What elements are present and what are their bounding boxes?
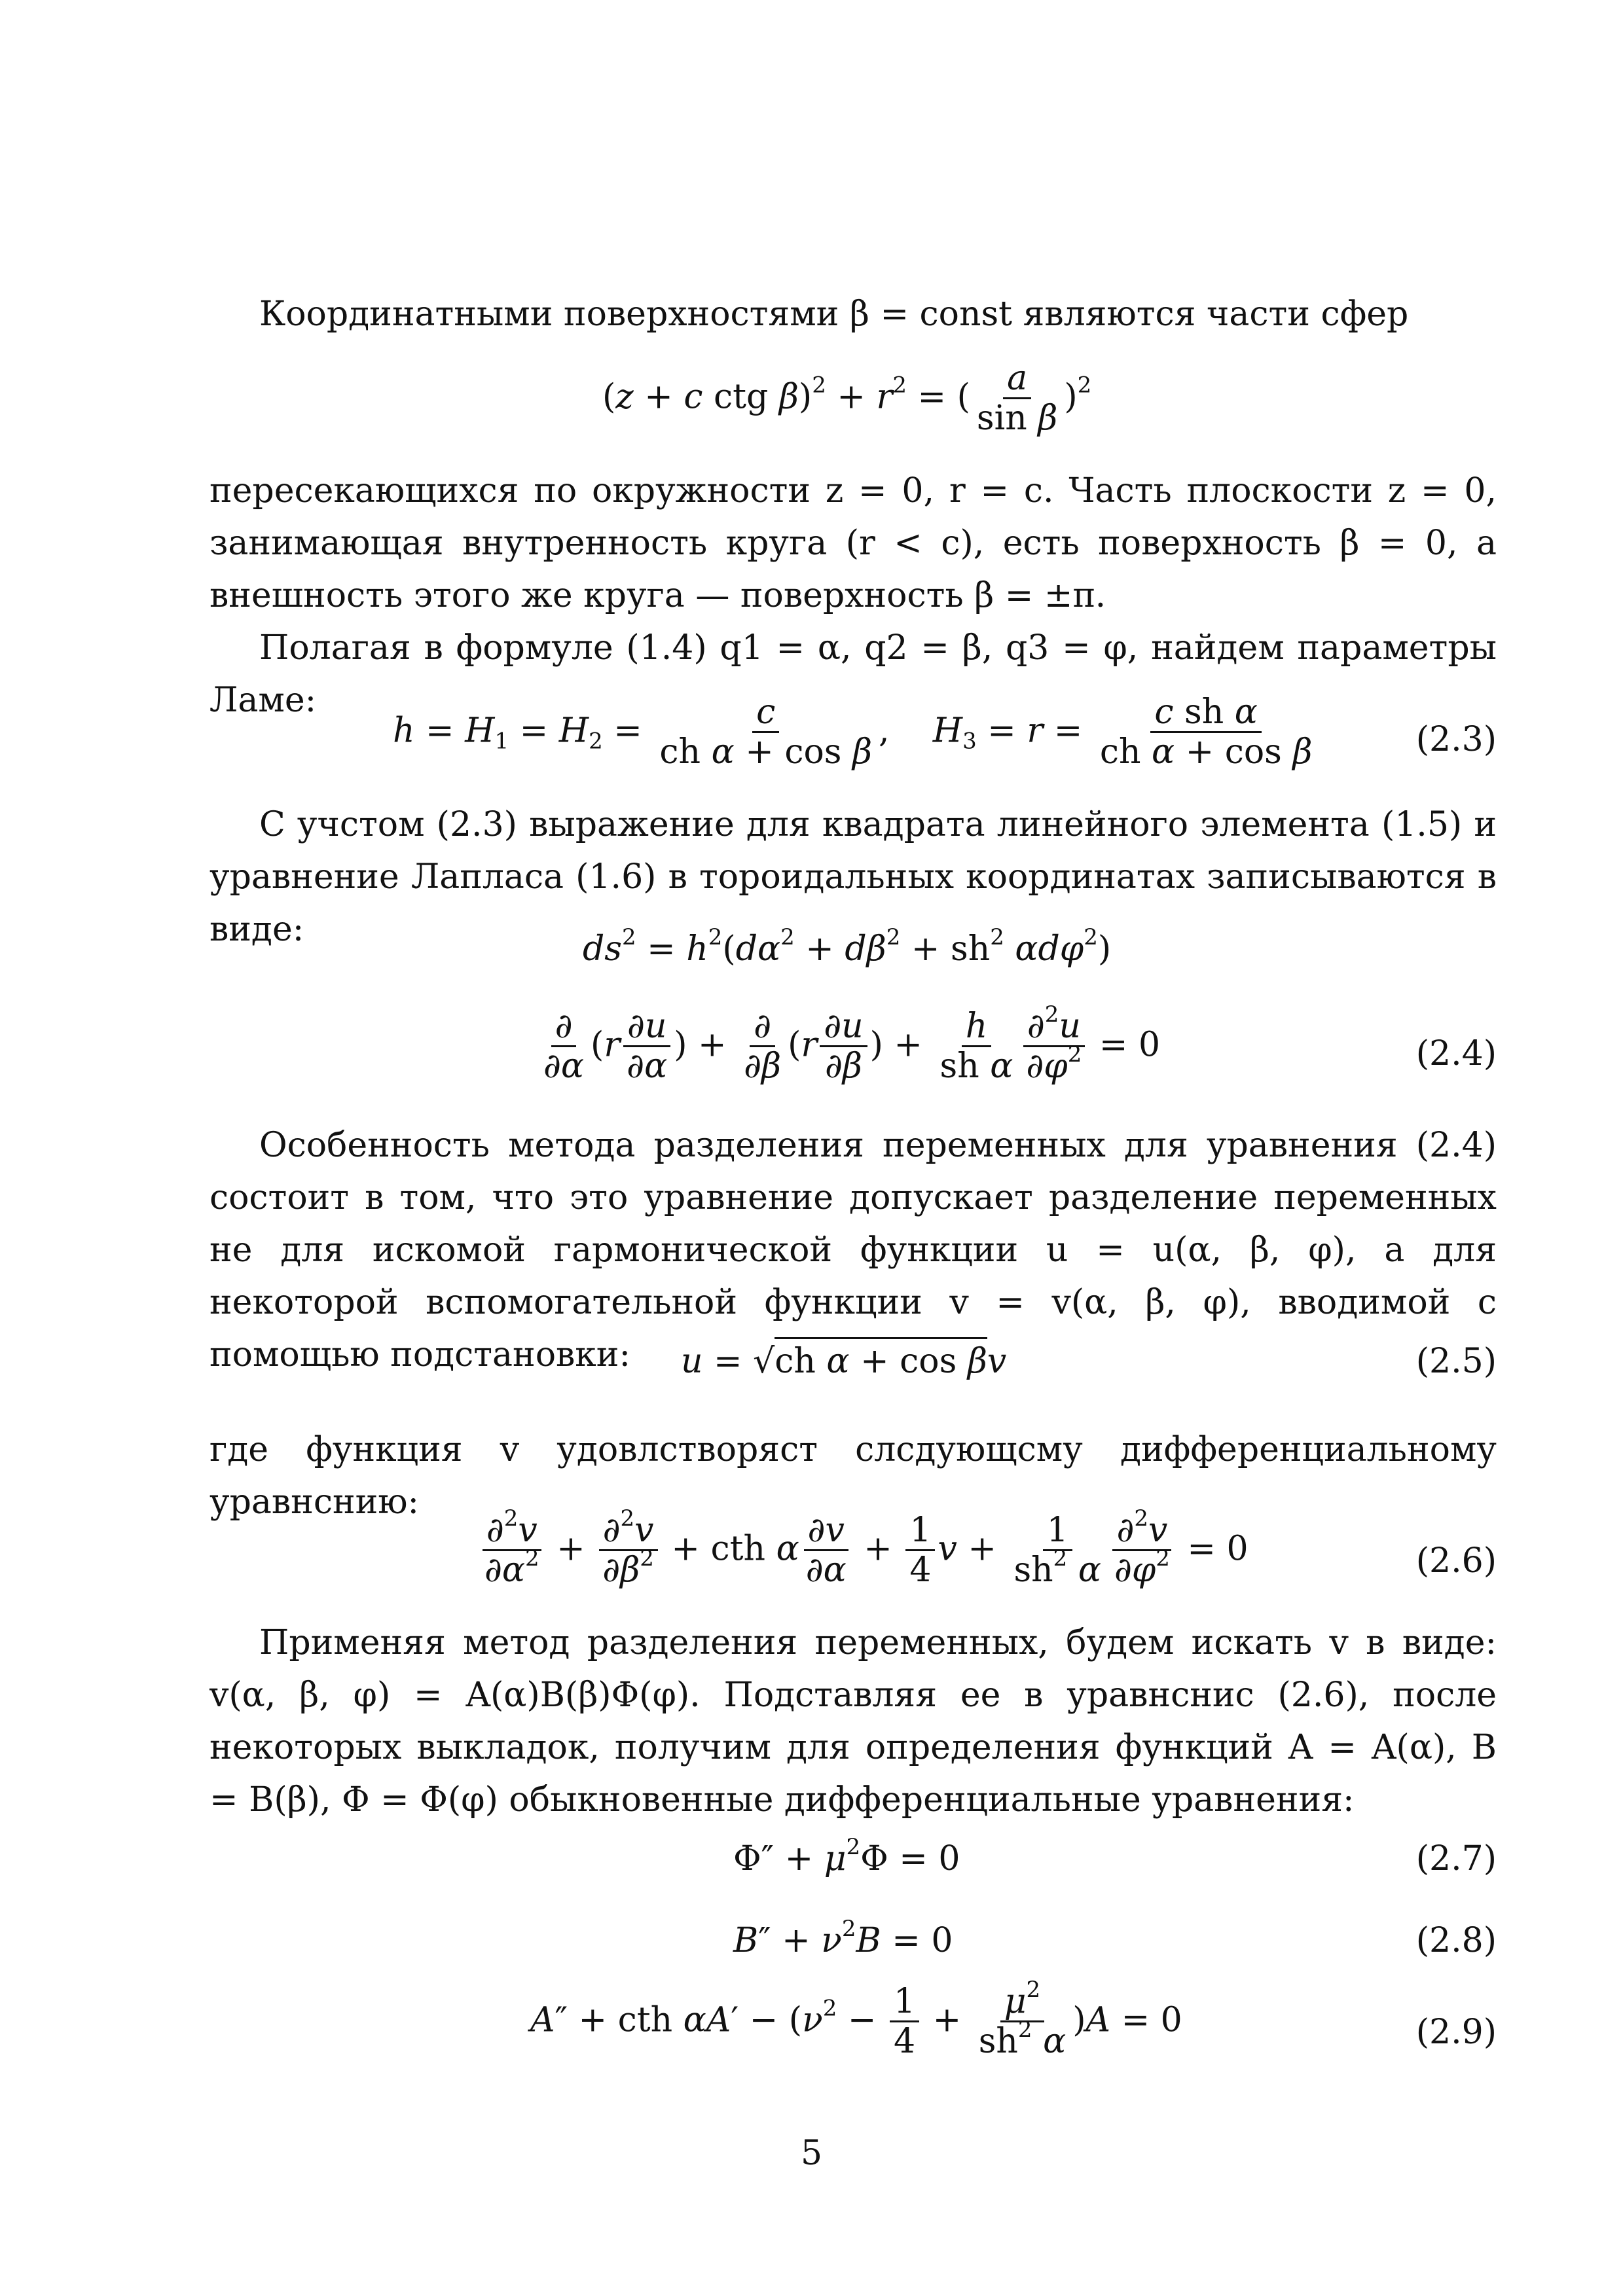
paragraph-5: Особенность метода разделения переменных для уравнения (2.4) состоит в том, что это уравнение допускает разделение переменных не для искомой гармонической функции u = u(α, β, φ), а для некоторой вспомогательной функции v = v(α, β, φ), вводимой с помощью подстановки: (210, 1126, 1497, 1374)
equation-number-2-4: (2.4) (1415, 1034, 1497, 1073)
paragraph-7: Применяя метод разделения переменных, будем искать v в виде: v(α, β, φ) = A(α)B(β)Φ(φ). Подставляя ее в уравнснис (2.6), после некоторых выкладок, получим для определения функций A = A(α), B = B(β), Φ = Φ(φ) обыкновенные дифференциальные уравнения: (210, 1623, 1497, 1820)
equation-number-2-8: (2.8) (1415, 1921, 1497, 1960)
equation-number-2-3: (2.3) (1415, 720, 1497, 759)
paragraph-6: где функция v удовлстворяст слсдующсму дифференциальному уравнснию: (210, 1430, 1497, 1522)
equation-2-3: $h = H_1 = H_2$ = $\frac{c}{\text{ch α + cos β}}$ , $H_3 = r$ = $\frac{\text{c sh α}}{\text{ch α + cos β}}$ (2.3) (393, 692, 1497, 772)
equation-2-6: $\frac{\partial^2v}{\partial\alpha^2}$ + $\frac{\partial^2v}{\partial\beta^2}$ + cth α $\frac{\partial v}{\partial\alpha}$ + $\frac{1}{4}$ v + $\frac{1}{sh^2 \alpha}$ $\frac{\partial^2v}{\partial\varphi^2}$ = 0 (2.6) (210, 1512, 1497, 1610)
equation-2-8: $B'' + \nu^2B = 0$ (2.8) (733, 1916, 1497, 1960)
text-block-6 (210, 1617, 1497, 1826)
equation-ds: $ds^2 = h^2(d\alpha^2 + d\beta^2 + sh^2$ αdφ$^2$) (583, 924, 1112, 969)
equation-2-9: A″ + cth $\alpha A' - (\nu^2$ − $\frac{1}{4}$ + $\frac{\mu^2}{sh^2 \alpha}$ )A = 0 (2.9) (530, 1977, 1497, 2062)
equation-number-2-9: (2.9) (1415, 2013, 1497, 2052)
paragraph-2: пересекающихся по окружности z = 0, r = c. Часть плоскости z = 0, занимающая внутренность круга (r < c), есть поверхность β = 0, а внешность этого же круга — поверхность β = ±π. (210, 471, 1497, 615)
page-number: 5 (800, 2134, 823, 2173)
equation-number-2-5: (2.5) (1415, 1342, 1497, 1381)
text-block-2 (210, 465, 1497, 726)
paragraph-3: Полагая в формуле (1.4) q1 = α, q2 = β, q3 = φ, найдем параметры Ламе: (210, 628, 1497, 720)
text-block-1 (210, 288, 1497, 340)
equation-2-4: $\frac{\partial}{\partial\alpha}$ (r $\frac{\partial u}{\partial\alpha}$ ) + $\frac{\partial}{\partial\beta}$ (r $\frac{\partial u}{\partial\beta}$ ) + $\frac{h}{\text{sh α}}$ $\frac{\partial^2u}{\partial\varphi^2}$ = 0 (2.4) (543, 1001, 1497, 1086)
equation-spheres: (z + c ctg $\beta)^2 + r^2$ = ( $\frac{a}{\text{sin β}}$ )$^2$ (602, 359, 1092, 439)
equation-number-2-6: (2.6) (1415, 1541, 1497, 1581)
equation-2-7: $\Phi'' + \mu^2\Phi = 0$ (2.7) (733, 1834, 1497, 1878)
equation-2-5: u = √ch α + cos βv (2.5) (210, 1335, 1497, 1394)
paragraph-4: С учстом (2.3) выражение для квадрата линейного элемента (1.5) и уравнение Лапласа (1.6) в тороидальных координатах записываются в виде: (210, 805, 1497, 949)
equation-number-2-7: (2.7) (1415, 1839, 1497, 1878)
paragraph-1: Координатными поверхностями β = const являются части сфер (259, 295, 1409, 334)
